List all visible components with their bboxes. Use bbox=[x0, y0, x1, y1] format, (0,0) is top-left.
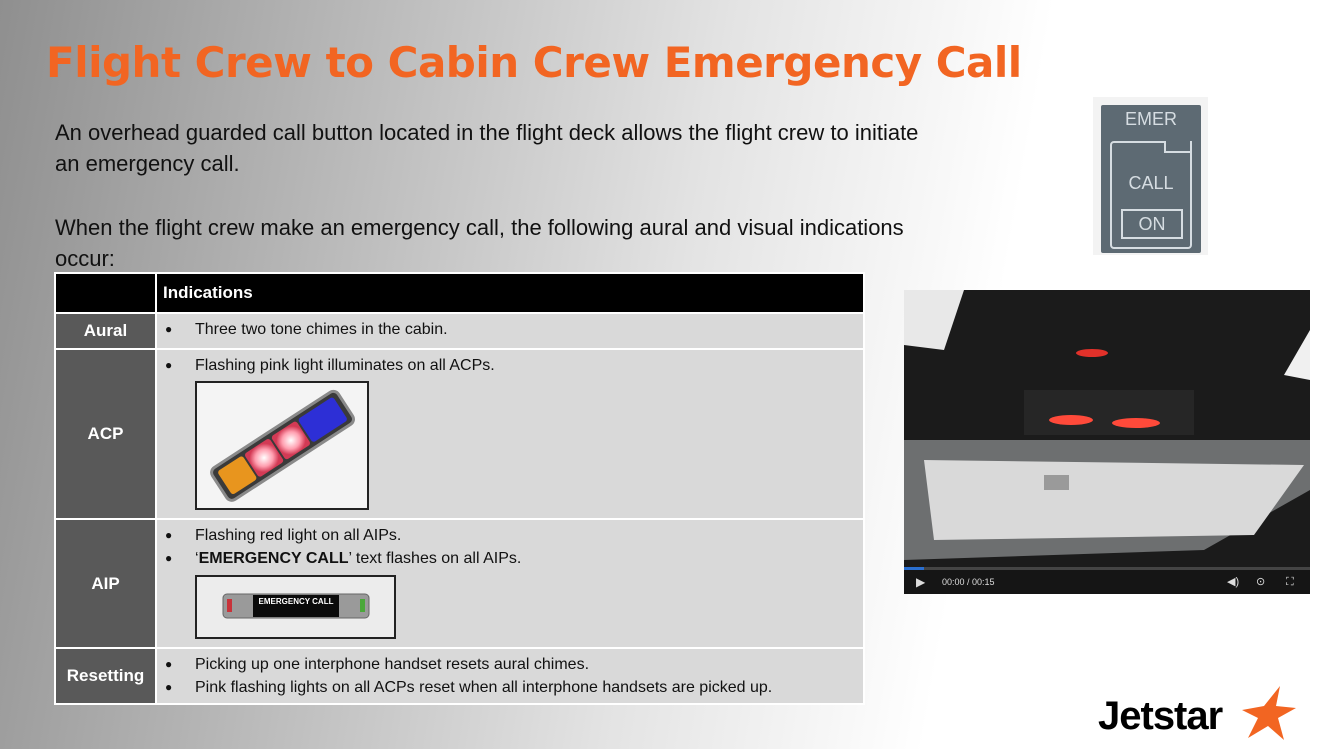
row-label-resetting: Resetting bbox=[55, 648, 156, 704]
emer-on-label: ON bbox=[1121, 209, 1183, 239]
emer-call-label: CALL bbox=[1128, 173, 1174, 193]
acp-light-image bbox=[195, 381, 369, 510]
volume-icon[interactable]: ◀) bbox=[1227, 576, 1240, 588]
play-icon[interactable]: ▶ bbox=[916, 575, 926, 589]
video-frame bbox=[904, 290, 1310, 570]
table-row bbox=[55, 519, 864, 648]
row-label-acp: ACP bbox=[55, 349, 156, 519]
indications-table bbox=[54, 272, 865, 705]
list-item: ● Picking up one interphone handset resets aural chimes. bbox=[165, 653, 863, 676]
row-label-aip: AIP bbox=[55, 519, 156, 648]
jetstar-logo: Jetstar bbox=[1098, 684, 1303, 744]
list-item: ● Pink flashing lights on all ACPs reset when all interphone handsets are picked up. bbox=[165, 676, 863, 699]
video-time: 00:00 / 00:15 bbox=[942, 577, 995, 587]
aip-screen-text: EMERGENCY CALL bbox=[258, 597, 334, 606]
list-item: ● Flashing red light on all AIPs. bbox=[165, 524, 863, 547]
intro-paragraph: An overhead guarded call button located in the flight deck allows the flight crew to initiate an emergency call. bbox=[55, 120, 919, 176]
row-label-aural: Aural bbox=[55, 313, 156, 349]
emer-call-button-image bbox=[1093, 97, 1208, 255]
emer-label: EMER bbox=[1124, 109, 1177, 129]
aip-panel-image bbox=[195, 575, 396, 639]
list-item: ● Flashing pink light illuminates on all ACPs. bbox=[165, 354, 863, 377]
emer-guard bbox=[1110, 141, 1192, 249]
indications-paragraph: When the flight crew make an emergency call, the following aural and visual indications occur: bbox=[55, 215, 904, 271]
table-row bbox=[55, 648, 864, 704]
table-row bbox=[55, 313, 864, 349]
list-item: ● ‘EMERGENCY CALL’ text flashes on all AIPs. bbox=[165, 547, 863, 570]
table-header: Indications bbox=[156, 273, 864, 313]
star-icon bbox=[1232, 684, 1302, 744]
video-controls bbox=[904, 570, 1310, 594]
table-row bbox=[55, 349, 864, 519]
list-item: ● Three two tone chimes in the cabin. bbox=[165, 318, 863, 341]
slide-title: Flight Crew to Cabin Crew Emergency Call bbox=[46, 38, 1022, 87]
video-player[interactable] bbox=[904, 290, 1310, 594]
fullscreen-icon[interactable]: ⛶ bbox=[1286, 576, 1294, 588]
playback-speed-icon[interactable]: ⊙ bbox=[1256, 576, 1266, 588]
table-header-empty bbox=[55, 273, 156, 313]
